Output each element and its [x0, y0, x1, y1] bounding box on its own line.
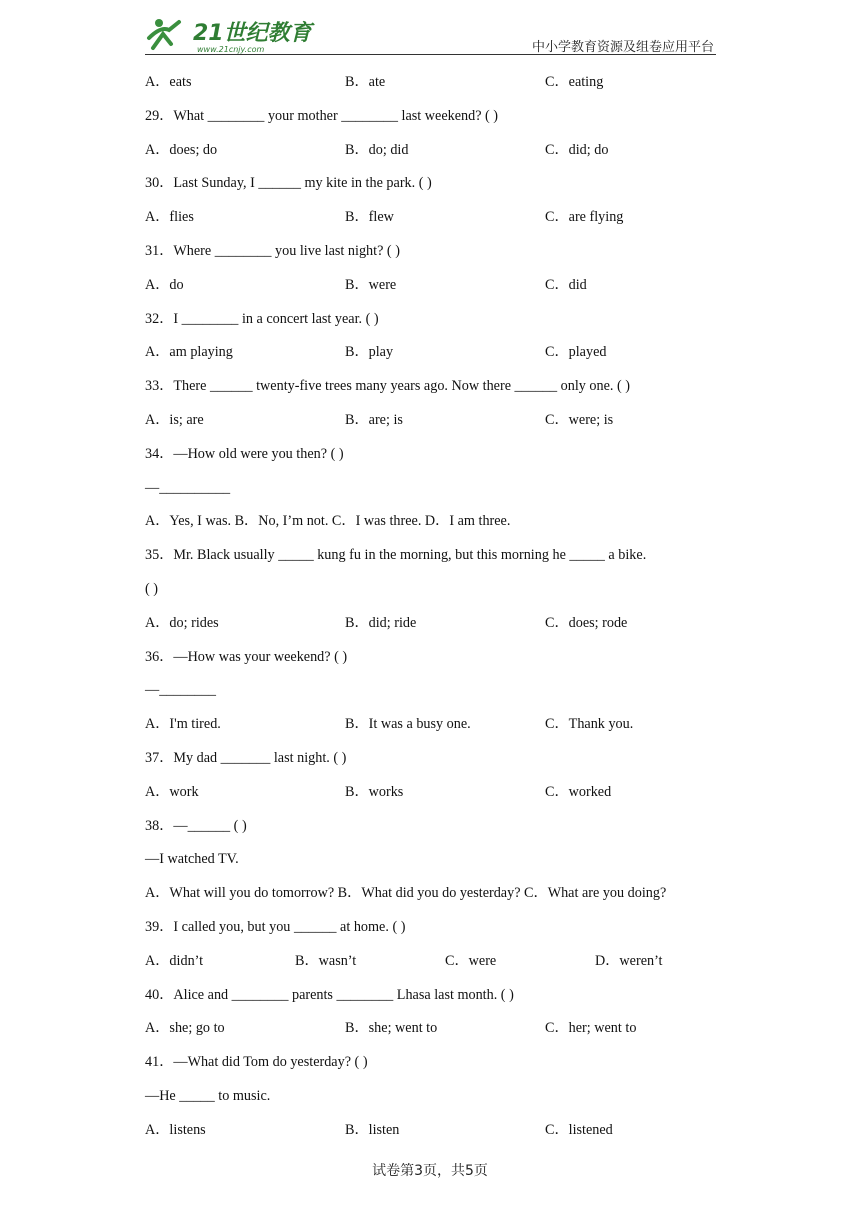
- question-line: 35．Mr. Black usually _____ kung fu in the morning, but this morning he _____ a bike.: [145, 547, 647, 564]
- options-row: [145, 708, 725, 742]
- option-item: A．she; go to: [145, 1020, 225, 1037]
- question-line: 41．—What did Tom do yesterday? ( ): [145, 1054, 368, 1071]
- option-item: C．eating: [545, 74, 604, 90]
- question-line: 32．I ________ in a concert last year. ( ): [145, 310, 379, 327]
- question-line: 34．—How old were you then? ( ): [145, 445, 344, 462]
- question-line: 31．Where ________ you live last night? ( ): [145, 242, 400, 259]
- options-row: [145, 1114, 725, 1148]
- option-item: B．works: [345, 783, 404, 800]
- page-footer: 试卷第3页，共5页: [372, 1163, 488, 1179]
- option-item: A．eats: [145, 74, 192, 90]
- option-item: A．do; rides: [145, 614, 219, 631]
- header-rule: [145, 54, 716, 55]
- option-item: C．are flying: [545, 209, 624, 226]
- option-item: C．listened: [545, 1121, 613, 1138]
- question-list: [145, 66, 725, 1148]
- option-item: C．played: [545, 344, 607, 361]
- question-line: 38．—______ ( ): [145, 817, 247, 834]
- option-item: A．is; are: [145, 411, 204, 428]
- options-row: [145, 945, 725, 979]
- option-item: C．were; is: [545, 411, 614, 428]
- options-row: [145, 134, 725, 168]
- option-item: B．It was a busy one.: [345, 716, 471, 733]
- question-line: 33．There ______ twenty-five trees many years ago. Now there ______ only one. ( ): [145, 378, 630, 395]
- options-row: [145, 776, 725, 810]
- option-item: A．does; do: [145, 141, 218, 158]
- page-header: [145, 10, 716, 56]
- brand-text: 中小学教育资源及组卷应用平台: [531, 40, 714, 55]
- option-item: D．weren’t: [595, 952, 663, 969]
- option-item: B．ate: [345, 74, 386, 90]
- option-item: B．did; ride: [345, 614, 417, 631]
- options-row: [145, 336, 725, 370]
- 21cnjy-logo: [145, 14, 315, 54]
- option-item: A．do: [145, 276, 184, 293]
- question-line: 36．—How was your weekend? ( ): [145, 648, 348, 665]
- option-item: B．do; did: [345, 141, 409, 158]
- question-line: 29．What ________ your mother ________ last weekend? ( ): [145, 107, 499, 124]
- question-line: 40．Alice and ________ parents ________ Lhasa last month. ( ): [145, 986, 514, 1003]
- question-line: —________: [145, 682, 216, 699]
- question-line: A．What will you do tomorrow? B．What did you do yesterday? C．What are you doing?: [145, 885, 667, 902]
- option-item: A．am playing: [145, 344, 233, 361]
- option-item: B．listen: [345, 1121, 400, 1138]
- logo-url: www.21cnjy.com: [197, 45, 265, 54]
- option-item: C．worked: [545, 783, 612, 800]
- option-item: B．flew: [345, 209, 394, 226]
- question-line: ( ): [145, 580, 158, 597]
- logo-text: 21世纪教育: [193, 21, 312, 46]
- option-item: B．she; went to: [345, 1020, 438, 1037]
- option-item: B．were: [345, 276, 397, 293]
- option-item: A．didn’t: [145, 952, 204, 969]
- question-line: —__________: [145, 479, 231, 496]
- options-row: [145, 404, 725, 438]
- options-row: [145, 66, 725, 100]
- option-item: C．does; rode: [545, 614, 628, 631]
- option-item: C．Thank you.: [545, 716, 634, 733]
- option-item: C．her; went to: [545, 1020, 637, 1037]
- question-line: 39．I called you, but you ______ at home. ( ): [145, 918, 406, 935]
- option-item: A．work: [145, 783, 199, 800]
- question-line: —He _____ to music.: [145, 1087, 271, 1104]
- question-line: A．Yes, I was. B．No, I’m not. C．I was three. D．I am three.: [145, 513, 511, 530]
- option-item: A．flies: [145, 209, 194, 226]
- options-row: [145, 201, 725, 235]
- option-item: B．are; is: [345, 411, 403, 428]
- options-row: [145, 269, 725, 303]
- option-item: A．listens: [145, 1121, 206, 1138]
- question-line: 30．Last Sunday, I ______ my kite in the park. ( ): [145, 175, 432, 192]
- option-item: C．did: [545, 276, 587, 293]
- question-line: —I watched TV.: [145, 851, 239, 868]
- option-item: B．play: [345, 344, 394, 361]
- option-item: B．wasn’t: [295, 952, 357, 969]
- option-item: C．were: [445, 952, 497, 969]
- question-line: 37．My dad _______ last night. ( ): [145, 749, 347, 766]
- option-item: A．I'm tired.: [145, 716, 221, 733]
- options-row: [145, 607, 725, 641]
- option-item: C．did; do: [545, 141, 609, 158]
- options-row: [145, 1012, 725, 1046]
